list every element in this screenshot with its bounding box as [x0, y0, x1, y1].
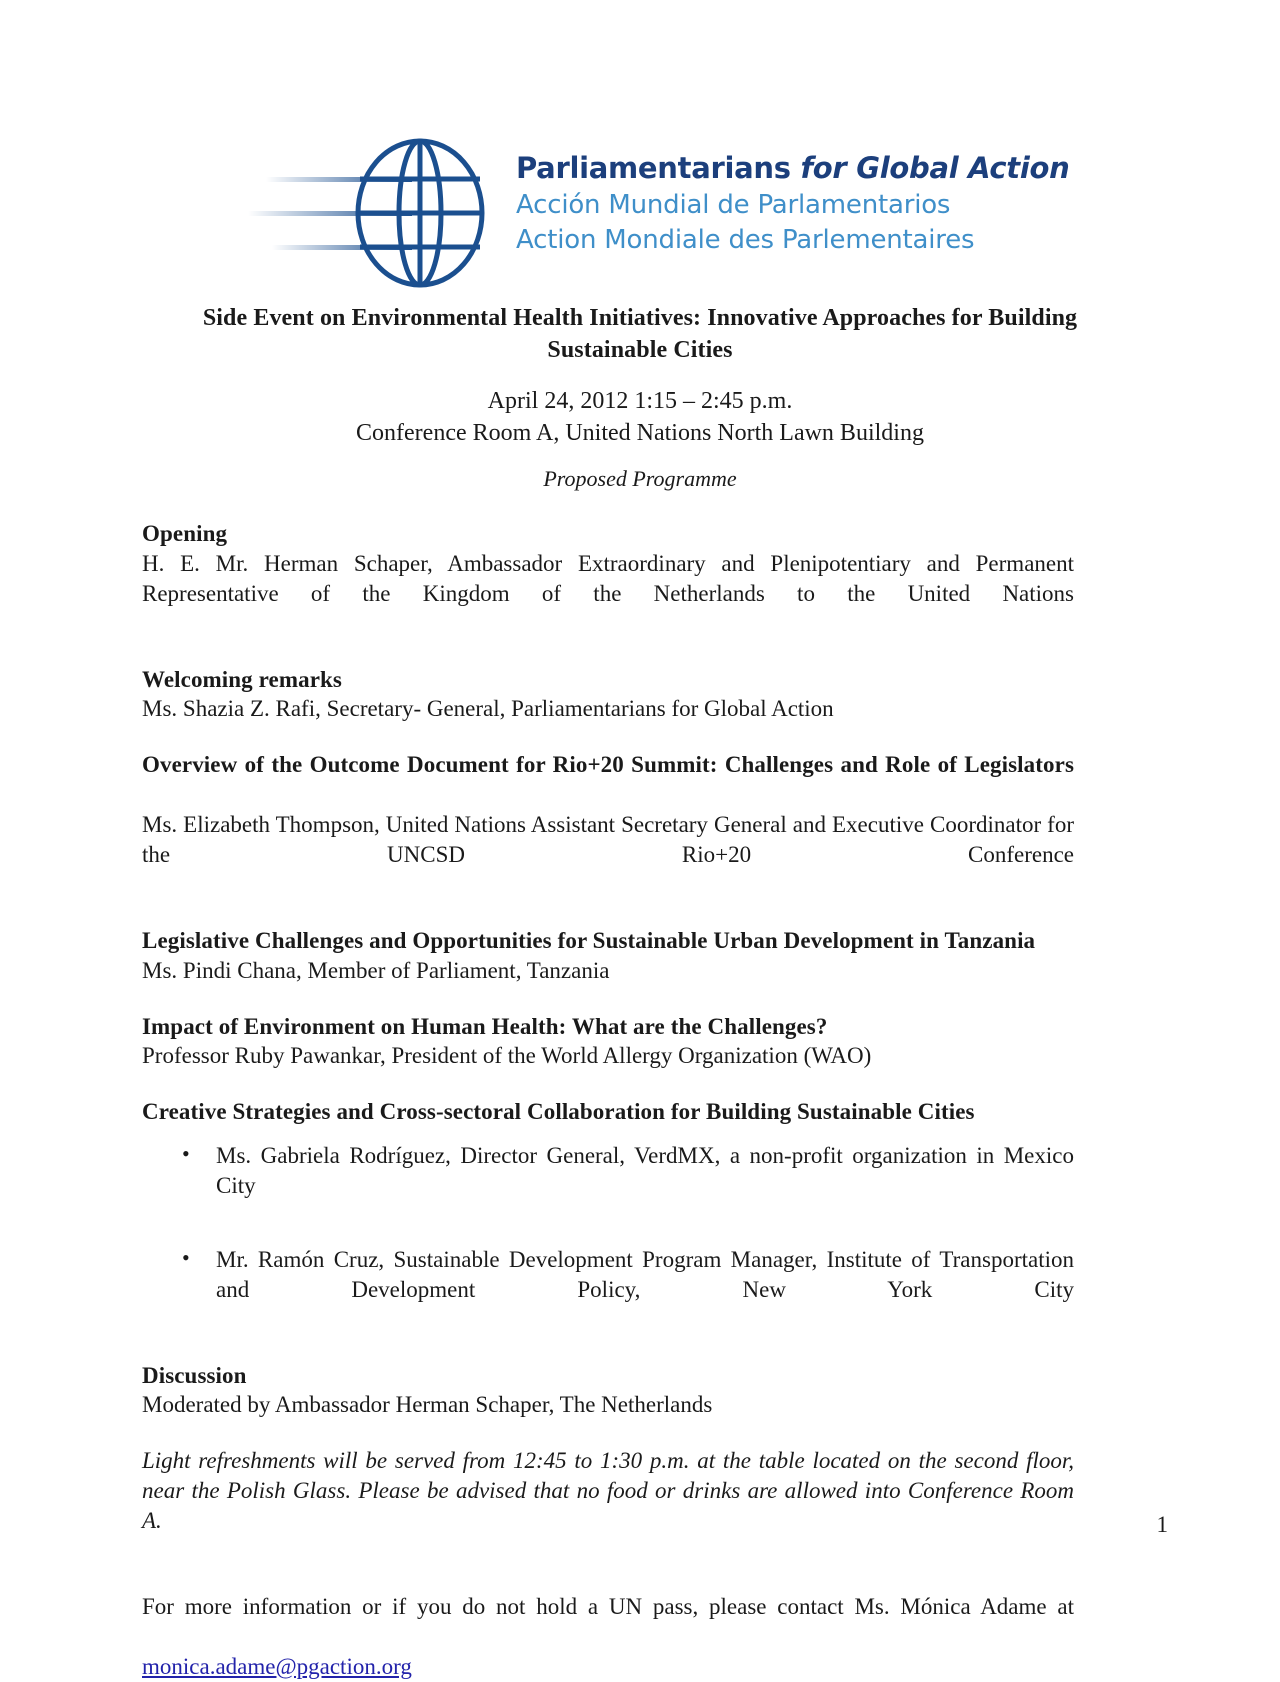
list-item: [142, 1245, 1074, 1335]
section-body: Ms. Pindi Chana, Member of Parliament, Tanzania: [142, 957, 610, 983]
event-meta: [160, 386, 1120, 450]
section-body: Professor Ruby Pawankar, President of the World Allergy Organization (WAO): [142, 1043, 872, 1069]
section-heading: Creative Strategies and Cross-sectoral Collaboration for Building Sustainable Cities: [142, 1099, 975, 1125]
section-heading: Legislative Challenges and Opportunities for Sustainable Urban Development in Tanzania: [142, 927, 1036, 953]
section-heading: Welcoming remarks: [142, 666, 342, 692]
list-item-text: Ms. Gabriela Rodríguez, Director General, VerdMX, a non-profit organization in Mexico City: [216, 1143, 1074, 1199]
section-heading: Opening: [142, 521, 228, 546]
refreshments-note-text: Light refreshments will be served from 12:45 to 1:30 p.m. at the table located on the second floor, near the Polish Glass. Please be advised that no food or drinks are allowed into Conference Room A.: [142, 1448, 1074, 1534]
section-creative-strategies: [142, 1097, 1074, 1334]
section-heading: Discussion: [142, 1362, 247, 1388]
section-rio20-overview: [142, 750, 1074, 899]
contact-email-link[interactable]: monica.adame@pgaction.org: [142, 1653, 412, 1679]
section-body: Ms. Shazia Z. Rafi, Secretary- General, Parliamentarians for Global Action: [142, 696, 834, 722]
section-discussion: [142, 1361, 1074, 1421]
event-location: Conference Room A, United Nations North Lawn Building: [356, 419, 924, 446]
globe-icon: [248, 138, 518, 288]
logo-line-spanish: Acción Mundial de Parlamentarios: [516, 190, 951, 221]
programme-body: [142, 519, 1074, 1682]
speaker-list: [142, 1141, 1074, 1334]
section-body: Moderated by Ambassador Herman Schaper, The Netherlands: [142, 1392, 713, 1418]
section-body: H. E. Mr. Herman Schaper, Ambassador Extraordinary and Plenipotentiary and Permanent Representative of the Kingdom of the Netherlands to the United Nations: [142, 550, 1074, 606]
contact-paragraph: [142, 1592, 1074, 1682]
refreshments-note: [142, 1446, 1074, 1566]
list-item: [142, 1141, 1074, 1231]
logo-line-english: [516, 150, 1070, 187]
event-datetime: April 24, 2012 1:15 – 2:45 p.m.: [487, 388, 793, 414]
section-environment-health: [142, 1012, 1074, 1072]
logo-wordmark: [516, 150, 1070, 258]
section-opening: [142, 519, 1074, 639]
page-title: Side Event on Environmental Health Initiatives: Innovative Approaches for Building Sustainable Cities: [202, 305, 1078, 363]
section-welcoming-remarks: [142, 665, 1074, 725]
section-heading: Overview of the Outcome Document for Rio+20 Summit: Challenges and Role of Legislators: [142, 752, 1074, 778]
section-heading: Impact of Environment on Human Health: What are the Challenges?: [142, 1013, 828, 1039]
contact-text: For more information or if you do not hold a UN pass, please contact Ms. Mónica Adame at: [142, 1593, 1074, 1619]
organization-logo: [248, 138, 1070, 288]
section-tanzania: [142, 926, 1074, 986]
logo-line-english-italic: for Global Action: [800, 151, 1070, 185]
page-number: 1: [1156, 1512, 1168, 1537]
logo-line-english-plain: Parliamentarians: [516, 151, 801, 185]
list-item-text: Mr. Ramón Cruz, Sustainable Development Program Manager, Institute of Transportation and Development Policy, New York City: [216, 1246, 1074, 1302]
programme-subtitle: Proposed Programme: [543, 466, 737, 491]
section-body: Ms. Elizabeth Thompson, United Nations Assistant Secretary General and Executive Coordinator for the UNCSD Rio+20 Conference: [142, 812, 1074, 868]
logo-line-french: Action Mondiale des Parlementaires: [516, 224, 975, 255]
